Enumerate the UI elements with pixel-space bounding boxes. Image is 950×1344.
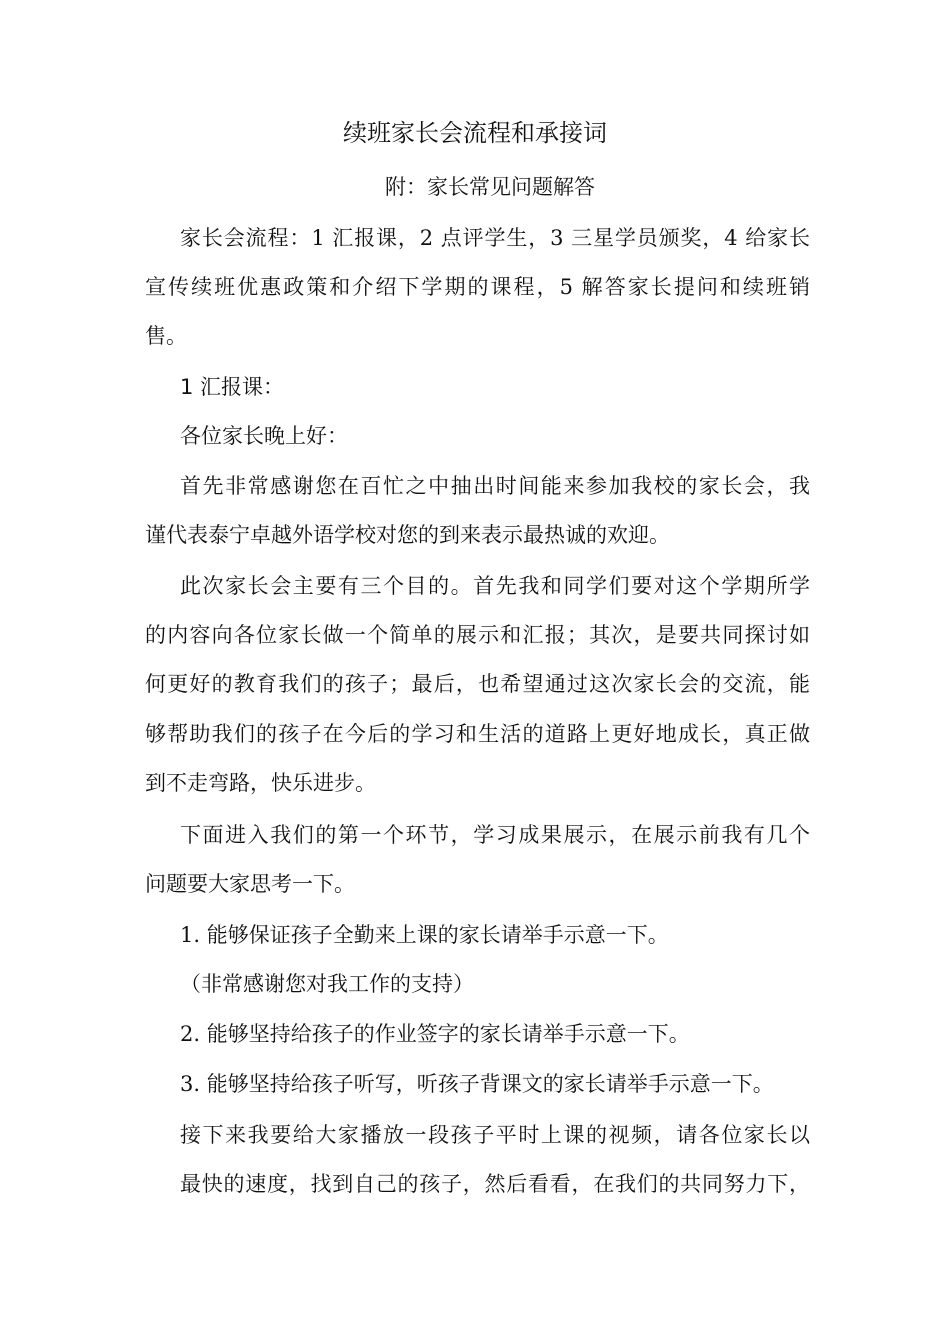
question-item-3: 3. 能够坚持给孩子听写，听孩子背课文的家长请举手示意一下。	[180, 1072, 774, 1096]
paragraph-2-line-4: 够帮助我们的孩子在今后的学习和生活的道路上更好地成长，真正做	[145, 722, 810, 746]
section-heading-report-class: 1 汇报课：	[180, 375, 285, 399]
document-subtitle: 附：家长常见问题解答	[385, 175, 595, 199]
paragraph-3-line-2: 问题要大家思考一下。	[145, 872, 355, 896]
document-title: 续班家长会流程和承接词	[343, 119, 607, 147]
process-line-2: 宣传续班优惠政策和介绍下学期的课程，5 解答家长提问和续班销	[145, 275, 810, 299]
paragraph-1-line-1: 首先非常感谢您在百忙之中抽出时间能来参加我校的家长会，我	[180, 474, 810, 498]
paragraph-4-line-1: 接下来我要给大家播放一段孩子平时上课的视频，请各位家长以	[180, 1123, 810, 1147]
paragraph-2-line-1: 此次家长会主要有三个目的。首先我和同学们要对这个学期所学	[180, 574, 810, 598]
paragraph-1-line-2: 谨代表泰宁卓越外语学校对您的到来表示最热诚的欢迎。	[145, 523, 670, 547]
paragraph-3-line-1: 下面进入我们的第一个环节，学习成果展示，在展示前我有几个	[180, 823, 810, 847]
question-item-1: 1. 能够保证孩子全勤来上课的家长请举手示意一下。	[180, 923, 669, 947]
paragraph-2-line-3: 何更好的教育我们的孩子；最后，也希望通过这次家长会的交流，能	[145, 672, 810, 696]
process-line-1	[145, 223, 810, 253]
paragraph-4-line-2: 最快的速度，找到自己的孩子，然后看看，在我们的共同努力下，	[180, 1172, 810, 1196]
process-text-1: 1 汇报课，2 点评学生，3 三星学员颁奖，4 给家长	[311, 226, 810, 250]
greeting-line: 各位家长晚上好：	[180, 424, 348, 448]
paragraph-2-line-5: 到不走弯路，快乐进步。	[145, 771, 376, 795]
paragraph-2-line-2: 的内容向各位家长做一个简单的展示和汇报；其次，是要共同探讨如	[145, 623, 810, 647]
process-line-3: 售。	[145, 324, 187, 348]
question-item-2: 2. 能够坚持给孩子的作业签字的家长请举手示意一下。	[180, 1022, 690, 1046]
question-item-1-note: （非常感谢您对我工作的支持）	[180, 972, 474, 996]
process-label: 家长会流程：	[180, 226, 312, 250]
